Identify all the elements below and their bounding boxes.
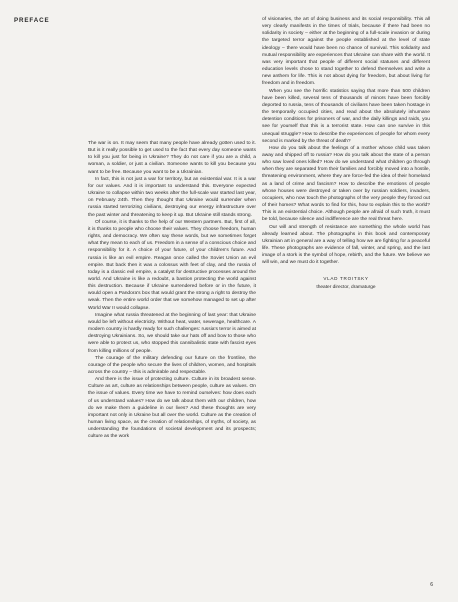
section-heading: PREFACE (14, 17, 50, 24)
author-signature (262, 275, 430, 290)
paragraph: In fact, this is not just a war for territory, but an existential war. It is a war for our values. And it is important to understand this. Everyone expected Ukraine to collapse within two weeks after the full-scale war started last year, on February 24th. Then they thought that Ukraine would surrender when russia started terrorizing civilians, destroying our energy infrastructure over the past winter and threatening to keep it up. But Ukraine still stands strong. (88, 176, 256, 218)
paragraph: How do you talk about the feelings of a mother whose child was taken away and shipped off to russia? How do you talk about the state of a person who saw loved ones killed? How do we understand what children go through when they are separated from their families and forcibly moved into a hostile, threatening environment, where they are force-fed the idea of their homeland as a land of crime and fascism? How to describe the emotions of people whose houses were destroyed or taken over by russian soldiers, invaders, occupiers, who now touch the photographs of the very people they forced out of their homes? What words to find for this, how to explain this to the world? This is an existential choice. Although people are afraid of such truth, it must be told, because silence and indifference are the real threat here. (262, 145, 430, 223)
right-text-column (262, 16, 430, 291)
paragraph: Of course, it is thanks to the help of our Western partners. But, first of all, it is thanks to people who choose their values. They choose freedom, human rights, and democracy. We often say these words, but we sometimes forget what they mean to each of us. Freedom in a sense of a conscious choice and responsibility for it. A choice of your future, of your children's future. And russia is like an evil empire. Reagan once called the Soviet Union an evil empire. But back then it was a colossus with feet of clay, and the russia of today is a classic evil empire, a catalyst for destructive processes around the world. And Ukraine is like a redoubt, a bastion protecting the world against this destruction. Because if Ukraine surrendered before or in the future, it would open a Pandora's box that would grant the strong a right to destroy the weak. Then the entire world order that we somehow managed to set up after World War II would collapse. (88, 219, 256, 311)
page-number: 6 (430, 582, 433, 588)
paragraph: The war is on. It may seem that many people have already gotten used to it. But is it really possible to get used to the fact that every day someone wants to kill you just for being in Ukraine? They do not care if you are a child, a woman, a soldier, or just a civilian. Someone wants to kill you because you want to be free. Because you want to be a Ukrainian. (88, 141, 256, 175)
author-name: VLAD TROITSKY (323, 276, 369, 282)
paragraph: When you see the horrific statistics saying that more than 500 children have been killed, several tens of thousands of minors have been forcibly deported to russia, tens of thousands of civilians have been taken hostage in the temporarily occupied cities, and read about the absolutely inhumane detention conditions for prisoners of war, and the daily killings and raids, you see for yourself that this is a terrorist state. How can one survive in this unequal struggle? How to describe the experiences of people for whom every second is marked by the threat of death? (262, 88, 430, 144)
paragraph: The courage of the military defending our future on the frontline, the courage of the people who secure the lives of children, women, and hospitals across the country – this is admirable and respectable. (88, 355, 256, 375)
paragraph: Our will and strength of resistance are something the whole world has already learned about. The photographs in this book and contemporary Ukrainian art in general are a way of telling how we are fighting for a peaceful life. These photographs are evidence of fall, winter, and spring, and the last image of a stork is the symbol of hope, rebirth, and the future. We believe we will win, and we must do it together. (262, 224, 430, 266)
left-text-column (88, 140, 256, 441)
paragraph: of visionaries, the art of doing business and its social responsibility. This all very clearly manifests in the times of trials, because if there had been no solidarity in society – either at the beginning of a full-scale invasion or during the targeted terror against the people established at the level of state ideology – there would have been no chance of survival. This solidarity and mutual responsibility are experiences that Ukraine can share with the world. It was very important that people of different social statuses and different education levels chose to stand together to defend themselves and write a new anthem for life. This is not about dying for freedom, but about living for freedom and in freedom. (262, 17, 430, 87)
author-role: theater director, dramaturge (316, 284, 376, 290)
paragraph: Imagine what russia threatened at the beginning of last year: that Ukraine would be left without electricity. Without heat, water, sewerage, healthcare. A modern country is hardly ready for such challenges: russia's terror is aimed at destroying Ukrainians. So, we should take our hats off and bow to those who were able to protect us, who stopped this cannibalistic state with fascist eyes from killing millions of people. (88, 312, 256, 354)
paragraph: And there is the issue of protecting culture. Culture in its broadest sense. Culture as art, culture as relationships between people, culture as values. On the issue of values. Every time we have to remind ourselves: how does each of us understand values? How do we talk about them with our children, how do we make them a guideline in our lives? And these thoughts are very important not only in Ukraine but all over the world. Culture as the creation of human living space, as the creation of relationships, of myths, of society, as understanding the foundations of societal development and its prospects; culture as the work (88, 377, 256, 440)
